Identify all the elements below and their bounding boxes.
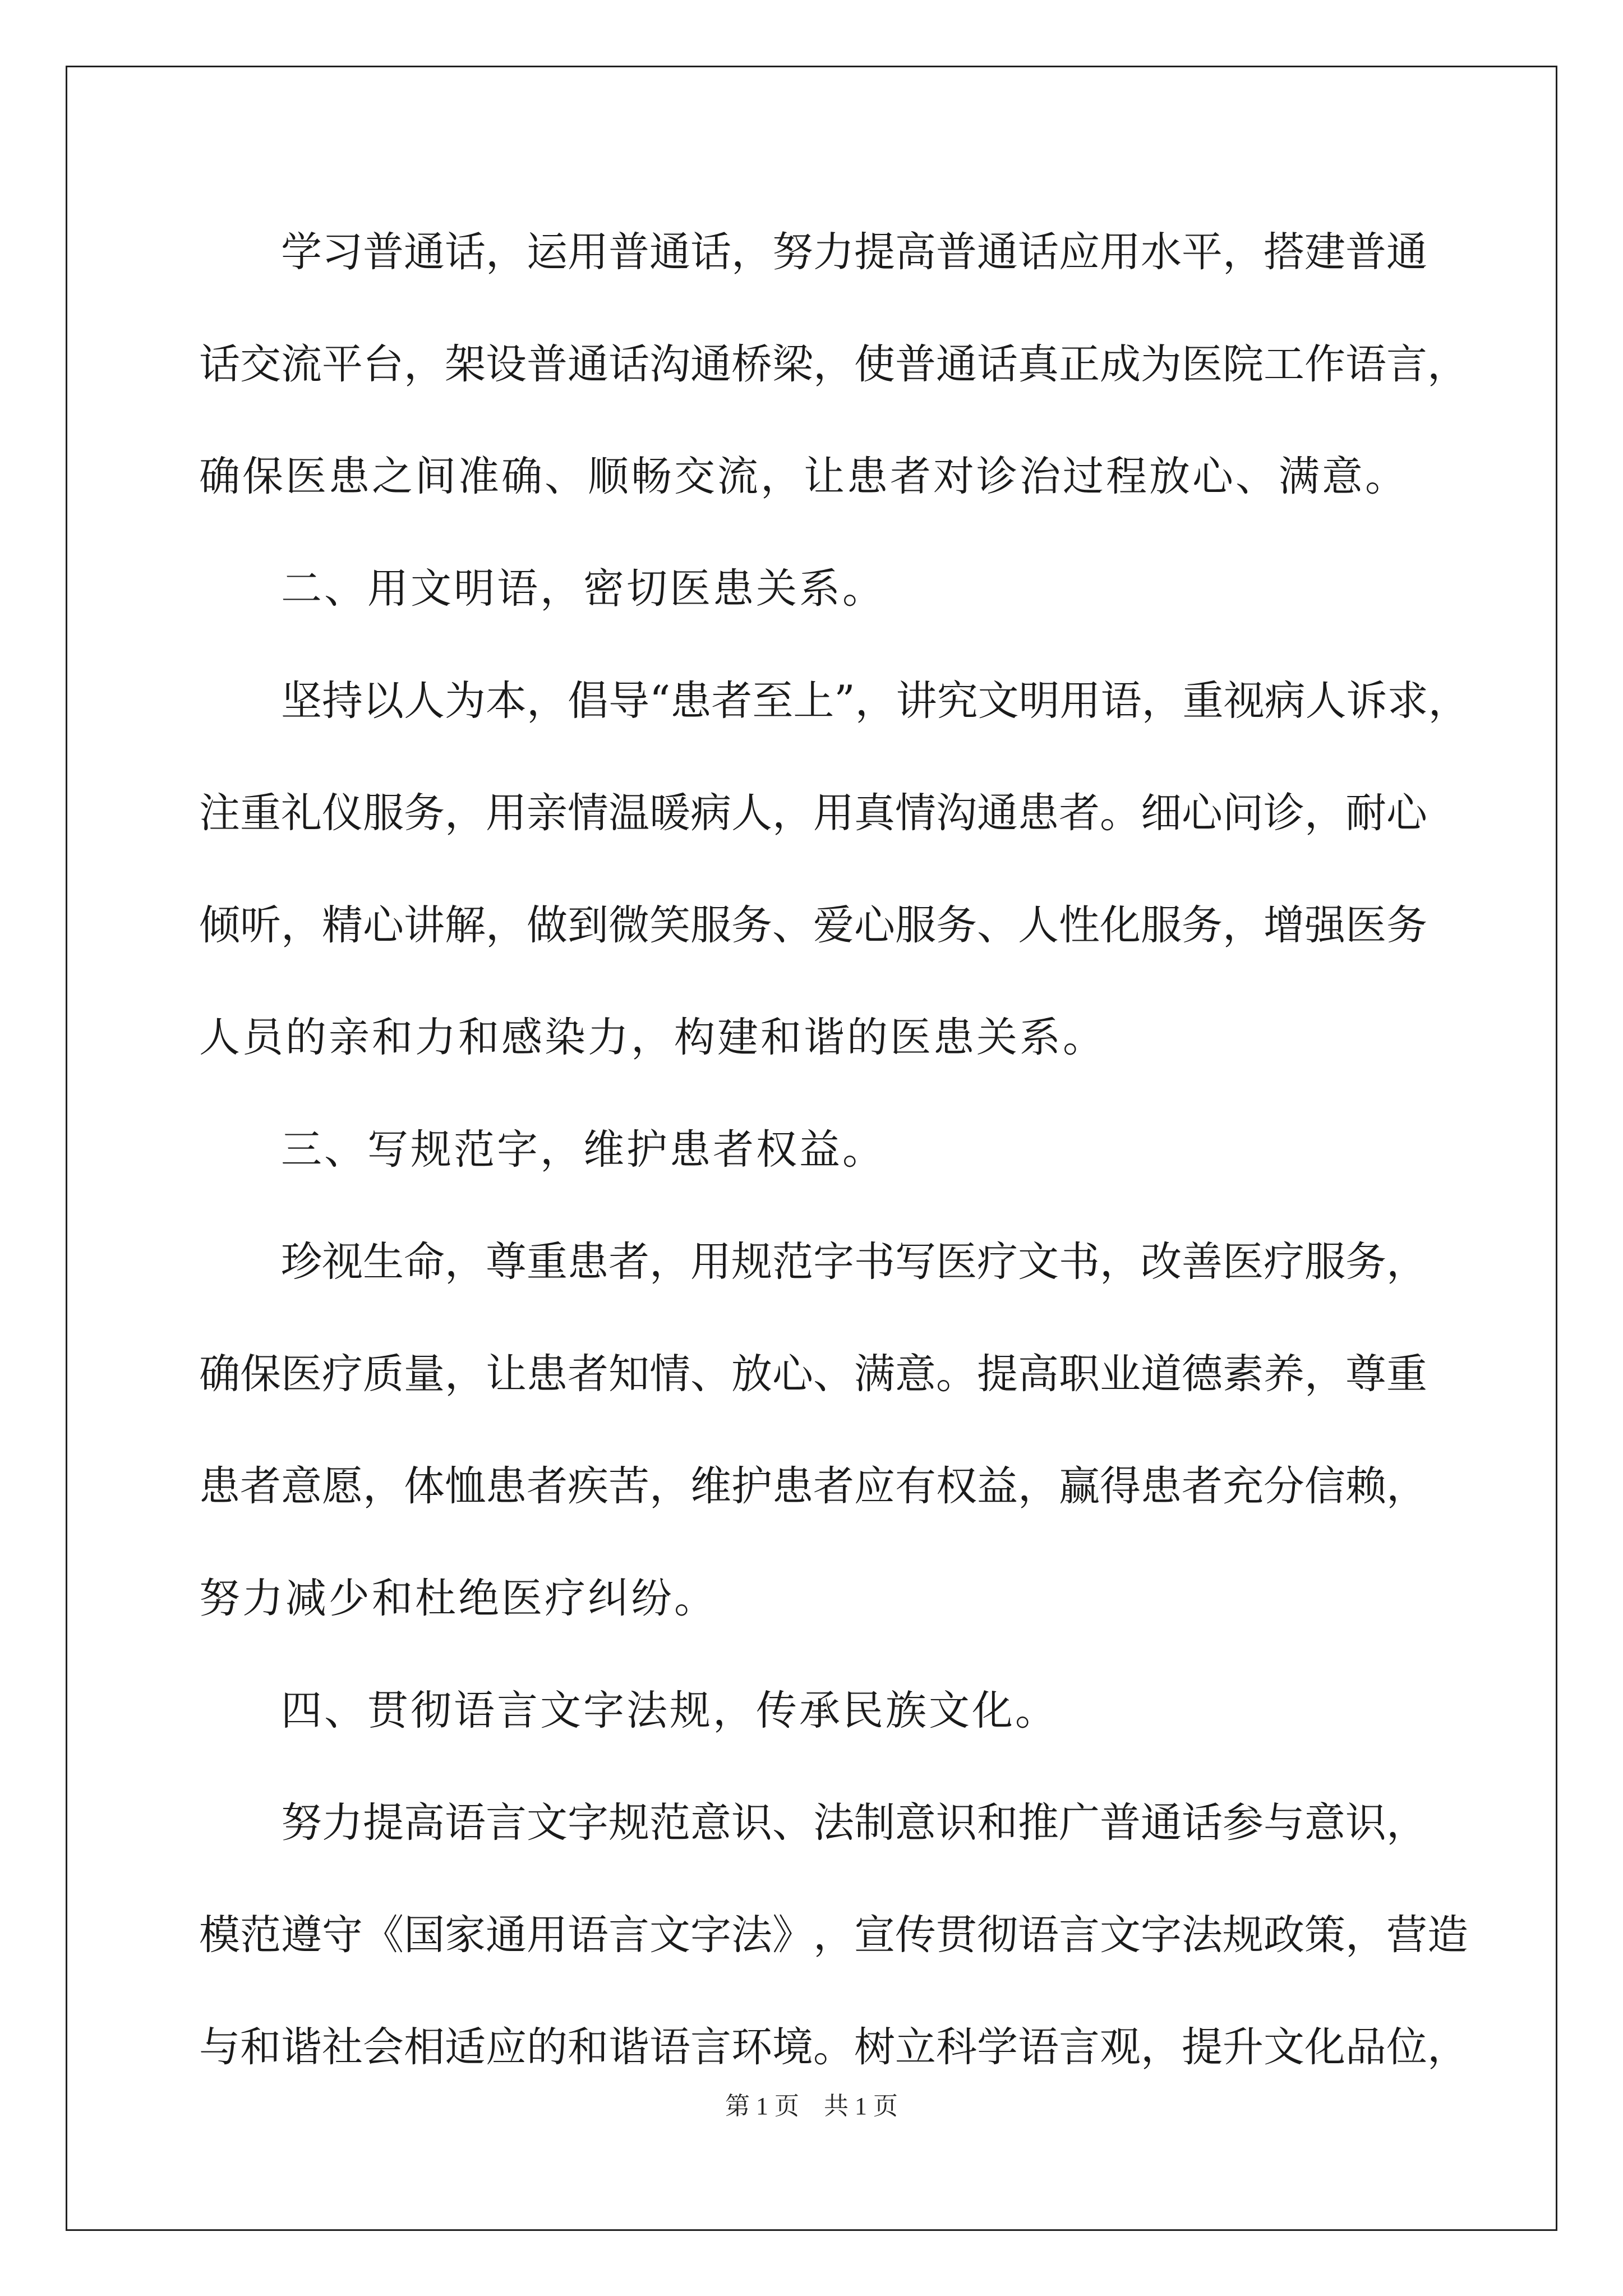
- body-line: 与 和 谐 社 会 相 适 应 的 和 谐 语 言 环 境 。 树 立 科 学 语 言 观 ， 提 升 文 化 品 位 ，: [199, 2023, 1468, 2071]
- section-heading: 二、用文明语，密切医患关系。: [281, 565, 886, 613]
- body-line: 珍 视 生 命 ， 尊 重 患 者 ， 用 规 范 字 书 写 医 疗 文 书 ， 改 善 医 疗 服 务 ，: [281, 1238, 1427, 1286]
- body-line: 患 者 意 愿 ， 体 恤 患 者 疾 苦 ， 维 护 患 者 应 有 权 益 ， 赢 得 患 者 充 分 信 赖 ，: [199, 1462, 1427, 1510]
- body-line: 倾 听 ， 精 心 讲 解 ， 做 到 微 笑 服 务 、 爱 心 服 务 、 人 性 化 服 务 ， 增 强 医 务: [199, 901, 1427, 949]
- section-heading: 三、写规范字，维护患者权益。: [281, 1126, 886, 1174]
- document-body: [199, 222, 1469, 2129]
- section-heading: 四、贯彻语言文字法规，传承民族文化。: [281, 1687, 1058, 1734]
- body-line: 学 习 普 通 话 ， 运 用 普 通 话 ， 努 力 提 高 普 通 话 应 用 水 平 ， 搭 建 普 通: [281, 228, 1427, 276]
- body-line: 注 重 礼 仪 服 务 ， 用 亲 情 温 暖 病 人 ， 用 真 情 沟 通 患 者 。 细 心 问 诊 ， 耐 心: [199, 789, 1427, 837]
- body-line: 模 范 遵 守 《 国 家 通 用 语 言 文 字 法 》 ， 宣 传 贯 彻 语 言 文 字 法 规 政 策 ， 营 造: [199, 1911, 1468, 1959]
- body-line: 确 保 医 疗 质 量 ， 让 患 者 知 情 、 放 心 、 满 意 。 提 高 职 业 道 德 素 养 ， 尊 重: [199, 1350, 1427, 1398]
- body-line: 努力减少和杜绝医疗纠纷。: [199, 1575, 717, 1622]
- body-line: 坚 持 以 人 为 本 ， 倡 导 “ 患 者 至 上 ” ， 讲 究 文 明 用 语 ， 重 视 病 人 诉 求 ，: [281, 677, 1469, 725]
- page-number-footer: 第 1 页 共 1 页: [725, 2092, 898, 2120]
- body-line: 确保医患之间准确、顺畅交流，让患者对诊治过程放心、满意。: [199, 453, 1408, 500]
- body-line: 努 力 提 高 语 言 文 字 规 范 意 识 、 法 制 意 识 和 推 广 普 通 话 参 与 意 识 ，: [281, 1799, 1427, 1847]
- body-line: 人员的亲和力和感染力，构建和谐的医患关系。: [199, 1014, 1106, 1061]
- body-line: 话 交 流 平 台 ， 架 设 普 通 话 沟 通 桥 梁 ， 使 普 通 话 真 正 成 为 医 院 工 作 语 言 ，: [199, 341, 1468, 388]
